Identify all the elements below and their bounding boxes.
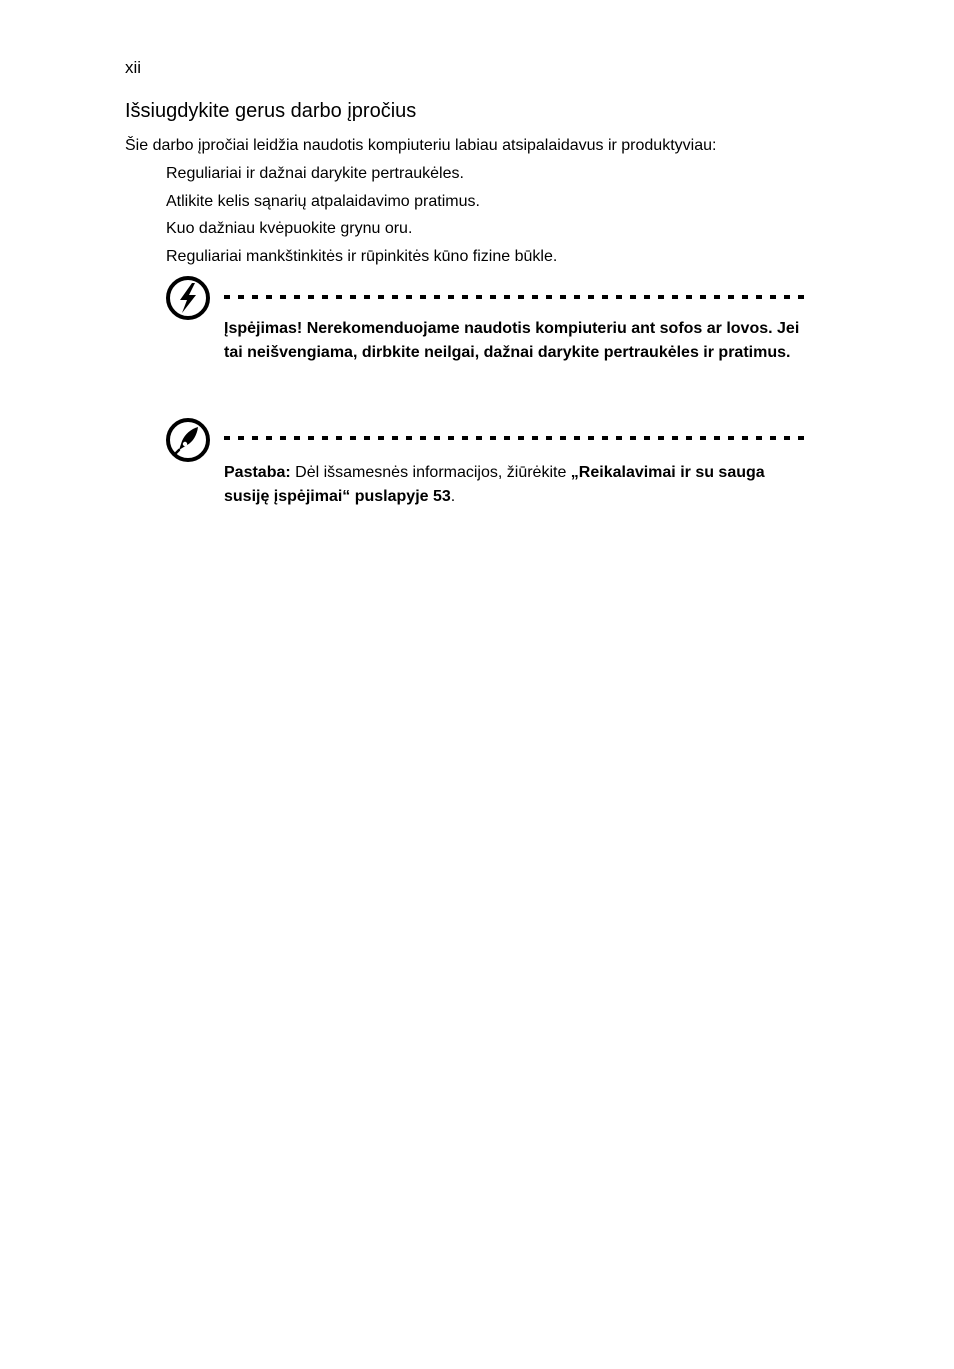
section-title: Išsiugdykite gerus darbo įpročius — [125, 100, 417, 122]
note-pen-icon — [165, 417, 211, 463]
warning-lightning-icon — [165, 275, 211, 321]
note-reference-link[interactable]: „Reikalavimai ir su sauga susiję įspėjimai“ puslapyje 53 — [224, 464, 765, 505]
list-item: Kuo dažniau kvėpuokite grynu oru. — [166, 220, 413, 237]
habits-list — [166, 164, 557, 274]
note-label: Pastaba: — [224, 464, 291, 481]
note-text — [224, 461, 804, 508]
list-item: Reguliariai ir dažnai darykite pertraukėles. — [166, 165, 464, 182]
intro-paragraph: Šie darbo įpročiai leidžia naudotis kompiuteriu labiau atsipalaidavus ir produktyviau: — [125, 137, 717, 154]
note-body: Dėl išsamesnės informacijos, žiūrėkite — [290, 464, 571, 481]
page-number: xii — [125, 58, 142, 77]
warning-text: Įspėjimas! Nerekomenduojame naudotis kompiuteriu ant sofos ar lovos. Jei tai neišvengiama, dirbkite neilgai, dažnai darykite pertraukėles ir pratimus. — [224, 320, 800, 361]
list-item: Reguliariai mankštinkitės ir rūpinkitės kūno fizine būkle. — [166, 247, 558, 265]
note-end: . — [450, 487, 456, 505]
list-item: Atlikite kelis sąnarių atpalaidavimo pratimus. — [166, 192, 480, 210]
